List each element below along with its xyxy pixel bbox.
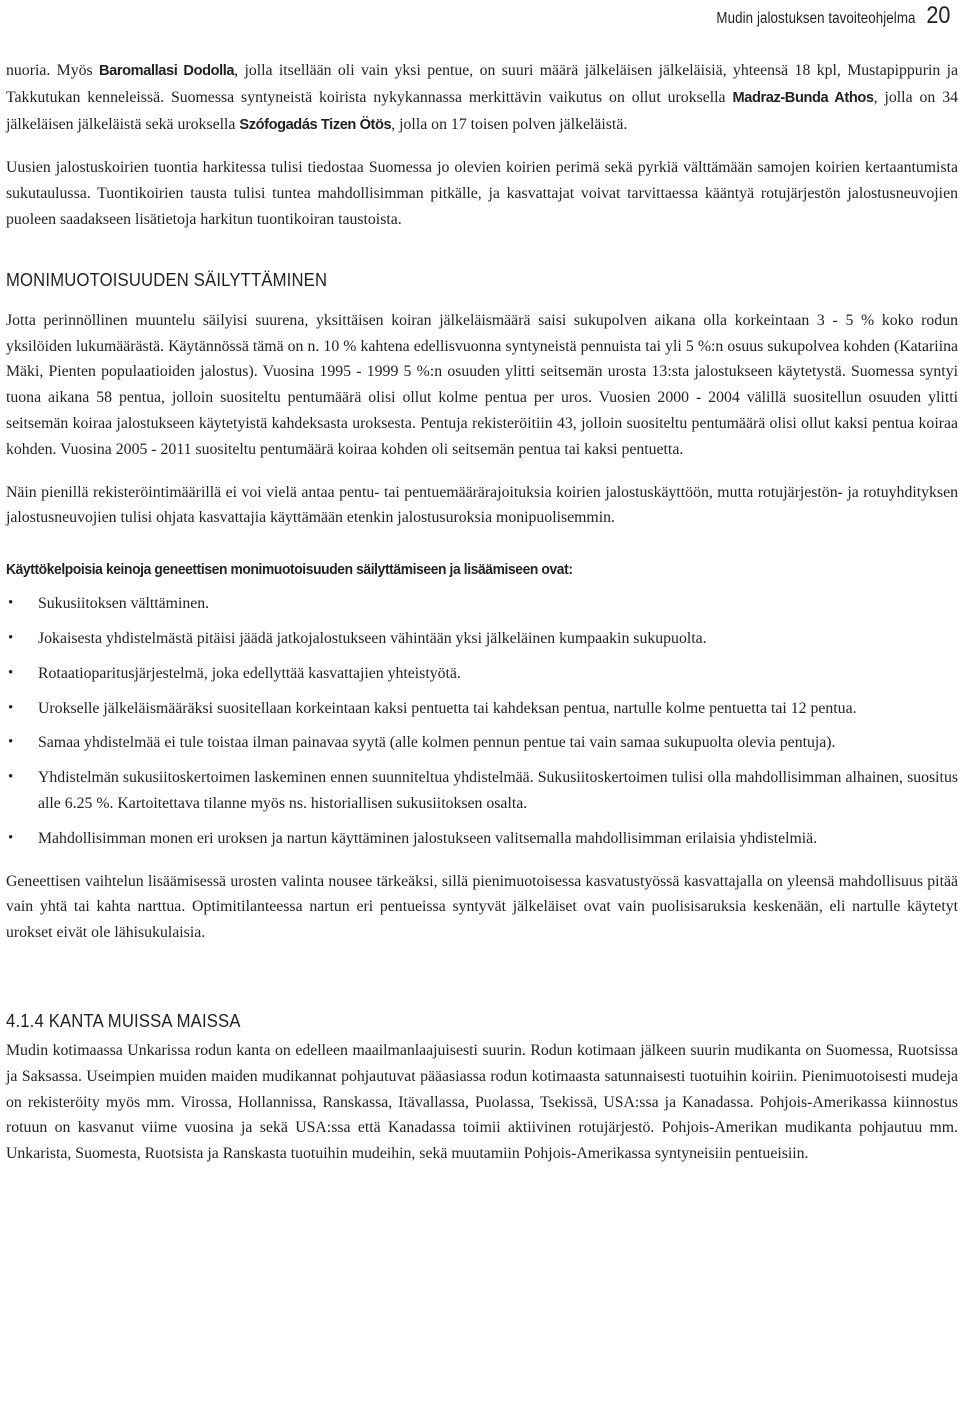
bullet-icon: •	[8, 769, 14, 786]
methods-list	[6, 591, 958, 851]
paragraph-imports: Uusien jalostuskoirien tuontia harkitessa tulisi tiedostaa Suomessa jo olevien koirien perimä sekä pyrkiä välttämään samojen koirien kertaantumista sukutaulussa. Tuontikoirien tausta tulisi tuntea mahdollisimman pitkälle, ja kasvattajat voivat tarvittaessa kääntyä rotujärjestön jalostusneuvojien puoleen saadakseen lisätietoja harkitun tuontikoiran taustoista.	[6, 159, 958, 228]
page-number: 20	[926, 2, 951, 29]
dog-name-otos: Szófogadás Tizen Ötös	[239, 116, 392, 133]
list-heading: Käyttökelpoisia keinoja geneettisen monimuotoisuuden säilyttämiseen ja lisäämiseen ovat:	[6, 561, 573, 579]
section-heading-other-countries: 4.1.4 KANTA MUISSA MAISSA	[6, 1009, 241, 1031]
bullet-icon: •	[8, 829, 14, 846]
main-content	[6, 58, 958, 1167]
dog-name-dodolla: Baromallasi Dodolla	[99, 63, 235, 79]
bullet-icon: •	[8, 699, 14, 716]
bullet-icon: •	[8, 595, 14, 612]
bullet-icon: •	[8, 734, 14, 751]
list-item: • Sukusiitoksen välttäminen.	[6, 591, 958, 617]
bullet-icon: •	[8, 664, 14, 681]
paragraph-diversity-2: Näin pienillä rekisteröintimäärillä ei voi vielä antaa pentu- tai pentuemäärärajoituksia koirien jalostuskäyttöön, mutta rotujärjestön- ja rotuyhdityksen jalostusneuvojien tulisi ohjata kasvattajia käyttämään etenkin jalostusuroksia monipuolisemmin.	[6, 483, 958, 527]
running-title: Mudin jalostuksen tavoiteohjelma	[716, 10, 916, 27]
dog-name-athos: Madraz-Bunda Athos	[732, 89, 874, 106]
paragraph-intro: nuoria. Myös Baromallasi Dodolla, jolla itsellään oli vain yksi pentue, on suuri määrä jälkeläisen jälkeläisiä, yhteensä 18 kpl, Mustapippurin ja Takkutukan kenneleissä. Suomessa syntyneistä koirista nykykannassa merkittävin vaikutus on ollut uroksella Madraz-Bunda Athos, jolla on 34 jälkeläisen jälkeläistä sekä uroksella Szófogadás Tizen Ötös, jolla on 17 toisen polven jälkeläistä.	[6, 62, 959, 133]
list-item: • Rotaatioparitusjärjestelmä, joka edellyttää kasvattajien yhteistyötä.	[6, 661, 958, 687]
bullet-icon: •	[8, 629, 14, 646]
section-heading-diversity: MONIMUOTOISUUDEN SÄILYTTÄMINEN	[6, 268, 328, 290]
list-item: • Yhdistelmän sukusiitoskertoimen laskeminen ennen suunniteltua yhdistelmää. Sukusiitoskertoimen tulisi olla mahdollisimman alhainen, suositus alle 6.25 %. Kartoitettava tilanne myös ns. historiallisen sukusiitoksen osalta.	[6, 765, 958, 817]
paragraph-diversity-1: Jotta perinnöllinen muuntelu säilyisi suurena, yksittäisen koiran jälkeläismäärä saisi sukupolven aikana olla korkeintaan 3 - 5 % koko rodun yksilöiden lukumäärästä. Käytännössä tämä on n. 10 % kahtena edellisvuonna syntyneistä pennuista tai yli 5 %:n osuus sukupolvea kohden (Katariina Mäki, Pienten populaatioiden jalostus). Vuosina 1995 - 1999 5 %:n osuuden ylitti seitsemän urosta 13:sta jalostukseen käytetystä. Suomessa syntyi tuona aikana 58 pentua, jolloin suositeltu pentumäärä olisi ollut kolme pentua per uros. Vuosien 2000 - 2004 välillä suositellun osuuden ylitti seitsemän koiraa jalostukseen käytetyistä kahdeksasta uroksesta. Pentuja rekisteröitiin 43, jolloin suositeltu pentumäärä olisi ollut kaksi pentua koiraa kohden. Vuosina 2005 - 2011 suositeltu pentumäärä koiraa kohden oli seitsemän pentua tai kaksi pentuetta.	[6, 311, 958, 458]
list-item: • Urokselle jälkeläismääräksi suositellaan korkeintaan kaksi pentuetta tai kahdeksan pentua, nartulle kolme pentuetta tai 12 pentua.	[6, 696, 958, 722]
list-item: • Samaa yhdistelmää ei tule toistaa ilman painavaa syytä (alle kolmen pennun pentue tai vain samaa sukupuolta olevia pentuja).	[6, 730, 958, 756]
paragraph-diversity-3: Geneettisen vaihtelun lisäämisessä urosten valinta nousee tärkeäksi, sillä pienimuotoisessa kasvatustyössä kasvattajalla on yleensä mahdollisuus pitää vain yhtä tai kahta narttua. Optimitilanteessa nartun eri pentueissa syntyvät jälkeläiset ovat vain puolisisaruksia keskenään, eli nartulle käytetyt urokset eivät ole lähisukulaisia.	[6, 872, 958, 942]
list-item: • Jokaisesta yhdistelmästä pitäisi jäädä jatkojalostukseen vähintään yksi jälkeläinen kumpaakin sukupuolta.	[6, 626, 958, 652]
list-item: • Mahdollisimman monen eri uroksen ja nartun käyttäminen jalostukseen valitsemalla mahdollisimman erilaisia yhdistelmiä.	[6, 826, 958, 852]
paragraph-other-countries: Mudin kotimaassa Unkarissa rodun kanta on edelleen maailmanlaajuisesti suurin. Rodun kotimaan jälkeen suurin mudikanta on Suomessa, Ruotsissa ja Saksassa. Useimpien muiden maiden mudikannat pohjautuvat pääasiassa rodun kotimaasta satunnaisesti tuotuihin koiriin. Pienimuotoisesti mudeja on rekisteröity myös mm. Virossa, Hollannissa, Ranskassa, Itävallassa, Puolassa, Tsekissä, USA:ssa ja Kanadassa. Pohjois-Amerikassa kiinnostus rotuun on kasvanut viime vuosina ja sekä USA:ssa että Kanadassa toimii aktiivinen rotujärjestö. Pohjois-Amerikan mudikanta pohjautuu mm. Unkarista, Suomesta, Ruotsista ja Ranskasta tuotuihin mudeihin, sekä muutamiin Pohjois-Amerikassa syntyneisiin pentueisiin.	[6, 1041, 958, 1163]
running-header	[684, 2, 952, 30]
list-heading-row	[6, 561, 958, 579]
